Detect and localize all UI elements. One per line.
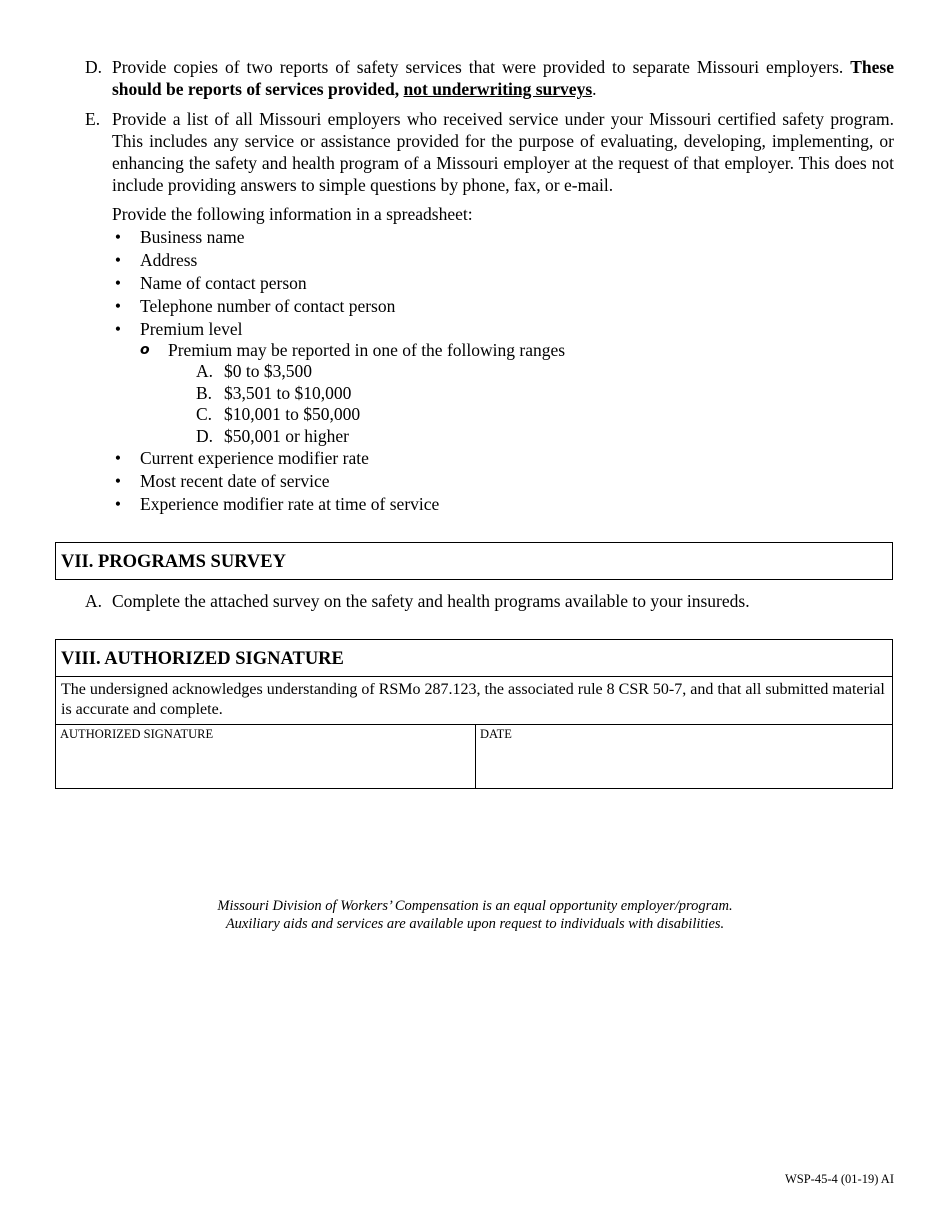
programs-survey-item-text: Complete the attached survey on the safety and health programs available to your insureds. (112, 591, 750, 611)
programs-survey-title: VII. PROGRAMS SURVEY (61, 552, 286, 572)
list-item-text: Address (140, 250, 198, 270)
bullet-icon: • (114, 250, 122, 270)
bullet-icon: • (114, 296, 122, 316)
premium-note-text: Premium may be reported in one of the following ranges (168, 340, 566, 360)
equal-opportunity-statement (0, 897, 950, 933)
premium-range-letter: B. (196, 383, 213, 403)
list-item-text: Most recent date of service (140, 471, 330, 491)
bullet-icon: • (114, 471, 122, 491)
premium-range-text: $50,001 or higher (224, 426, 349, 446)
list-item-text: Premium level (140, 319, 243, 339)
premium-range-text: $10,001 to $50,000 (224, 404, 361, 424)
item-e-letter: E. (85, 109, 101, 129)
authorized-signature-section (55, 639, 893, 789)
divider (56, 724, 892, 725)
list-item-text: Telephone number of contact person (140, 296, 396, 316)
signature-statement: The undersigned acknowledges understanding of RSMo 287.123, the associated rule 8 CSR 50-7, and that all submitted material is accurate and complete. (61, 681, 885, 718)
bullet-icon: • (114, 273, 122, 293)
programs-survey-section (55, 542, 893, 580)
list-item-text: Name of contact person (140, 273, 307, 293)
signature-field[interactable] (58, 742, 472, 786)
item-d-letter: D. (85, 57, 103, 77)
signature-field-label: AUTHORIZED SIGNATURE (60, 727, 214, 741)
item-d-text (112, 56, 894, 100)
divider (475, 724, 476, 788)
equal-opportunity-line: Missouri Division of Workers’ Compensation is an equal opportunity employer/program. (217, 898, 733, 914)
premium-range-letter: D. (196, 426, 214, 446)
item-d-instruction: Provide copies of two reports of safety services that were provided to separate Missouri employers. (112, 57, 844, 77)
bullet-icon: • (114, 494, 122, 514)
item-e-text: Provide a list of all Missouri employers who received service under your Missouri certified safety program. This includes any service or assistance provided for the purpose of evaluating, developing, implementing, or enhancing the safety and health program of a Missouri employer at the request of that employer. This does not include providing answers to simple questions by phone, fax, or e-mail. (112, 109, 894, 195)
programs-survey-item-letter: A. (85, 591, 103, 611)
accessibility-line: Auxiliary aids and services are available upon request to individuals with disabilities. (225, 916, 725, 932)
date-field[interactable] (478, 742, 890, 786)
authorized-signature-title: VIII. AUTHORIZED SIGNATURE (61, 649, 344, 669)
bullet-icon: • (114, 319, 122, 339)
item-d-end-punctuation: . (592, 79, 597, 99)
item-d-underlined-note: not underwriting surveys (403, 79, 593, 99)
date-field-label: DATE (480, 727, 512, 741)
bullet-icon: • (114, 227, 122, 247)
premium-range-letter: A. (196, 361, 214, 381)
divider (56, 676, 892, 677)
bullet-icon: • (114, 448, 122, 468)
list-item-text: Current experience modifier rate (140, 448, 369, 468)
form-number: WSP-45-4 (01-19) AI (784, 1172, 894, 1186)
premium-range-letter: C. (196, 404, 213, 424)
premium-range-text: $0 to $3,500 (224, 361, 312, 381)
circle-bullet-icon: o (140, 342, 150, 358)
list-item-text: Business name (140, 227, 245, 247)
item-d-bold-note: These should be reports of services provided, (112, 57, 894, 99)
list-item-text: Experience modifier rate at time of service (140, 494, 440, 514)
spreadsheet-intro: Provide the following information in a spreadsheet: (112, 204, 473, 224)
premium-range-text: $3,501 to $10,000 (224, 383, 352, 403)
